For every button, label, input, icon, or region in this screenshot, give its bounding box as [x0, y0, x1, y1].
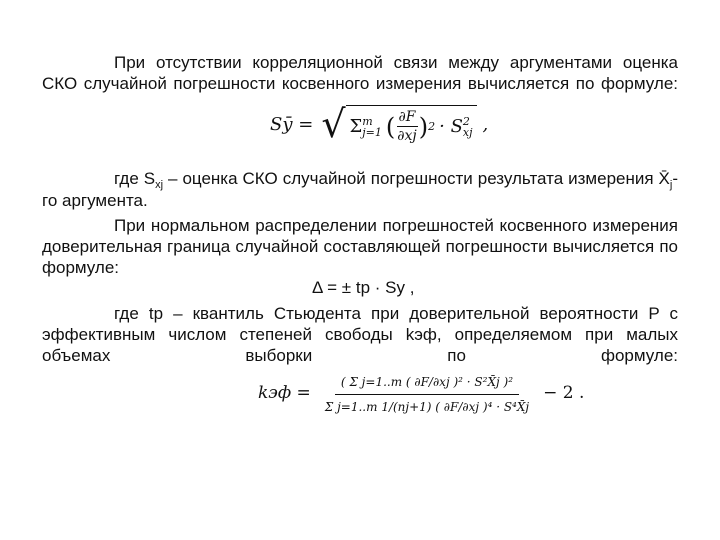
- paragraph-student: где tp – квантиль Стьюдента при доверительной вероятности P с эффективным числом степеней свободы kэф, определяемом при малых объемах выборки по формуле:: [42, 304, 678, 365]
- formula-sko-lhs: Sȳ =: [270, 113, 314, 135]
- variance-factor: · S: [439, 116, 463, 137]
- radicand: Σ m j=1 ( $\frac{\partial F}{\partial xj}$ ) 2 · S 2 xj: [346, 105, 477, 143]
- sum-symbol: Σ: [349, 116, 363, 137]
- paragraph-intro: При отсутствии корреляционной связи между аргументами оценка СКО случайной погрешности косвенного измерения вычисляется по формуле:: [42, 53, 678, 93]
- text-sub: xj: [155, 179, 164, 191]
- text-desc: – оценка СКО случайной погрешности результата измерения X̄: [163, 169, 670, 188]
- sum-upper: m: [362, 114, 373, 128]
- power-2: 2: [428, 120, 436, 133]
- k-eff-numerator: ( Σ j=1..m ( ∂F/∂xj )² · S²X̄j )²: [335, 372, 519, 395]
- partial-denominator: ∂xj: [397, 128, 417, 144]
- k-eff-denominator: Σ j=1..m 1/(nj+1) ( ∂F/∂xj )⁴ · S⁴X̄j: [324, 400, 530, 414]
- text-where: где S: [114, 169, 156, 188]
- text-sub-j: j: [669, 179, 673, 191]
- paragraph-normal-distribution: При нормальном распределении погрешностей косвенного измерения доверительная граница случайной составляющей погрешности вычисляется по формуле:: [42, 216, 678, 277]
- k-eff-fraction: [319, 372, 535, 413]
- formula-sko: [270, 102, 489, 146]
- paragraph-where-s-line2: го аргумента.: [42, 191, 148, 210]
- formula-delta: Δ = ± tp · Sy ,: [312, 278, 415, 297]
- factor-sup: 2: [462, 114, 470, 128]
- formula-sko-comma: ,: [482, 113, 489, 135]
- k-eff-lhs: kэф =: [258, 382, 311, 403]
- k-eff-tail: − 2 .: [543, 382, 585, 403]
- text-dash: -: [672, 169, 679, 188]
- formula-k-eff: [258, 372, 584, 413]
- sum-lower: j=1: [362, 125, 382, 139]
- factor-sub: xj: [462, 125, 473, 139]
- sqrt-sign: √: [321, 102, 346, 146]
- partial-numerator: ∂F: [398, 109, 416, 125]
